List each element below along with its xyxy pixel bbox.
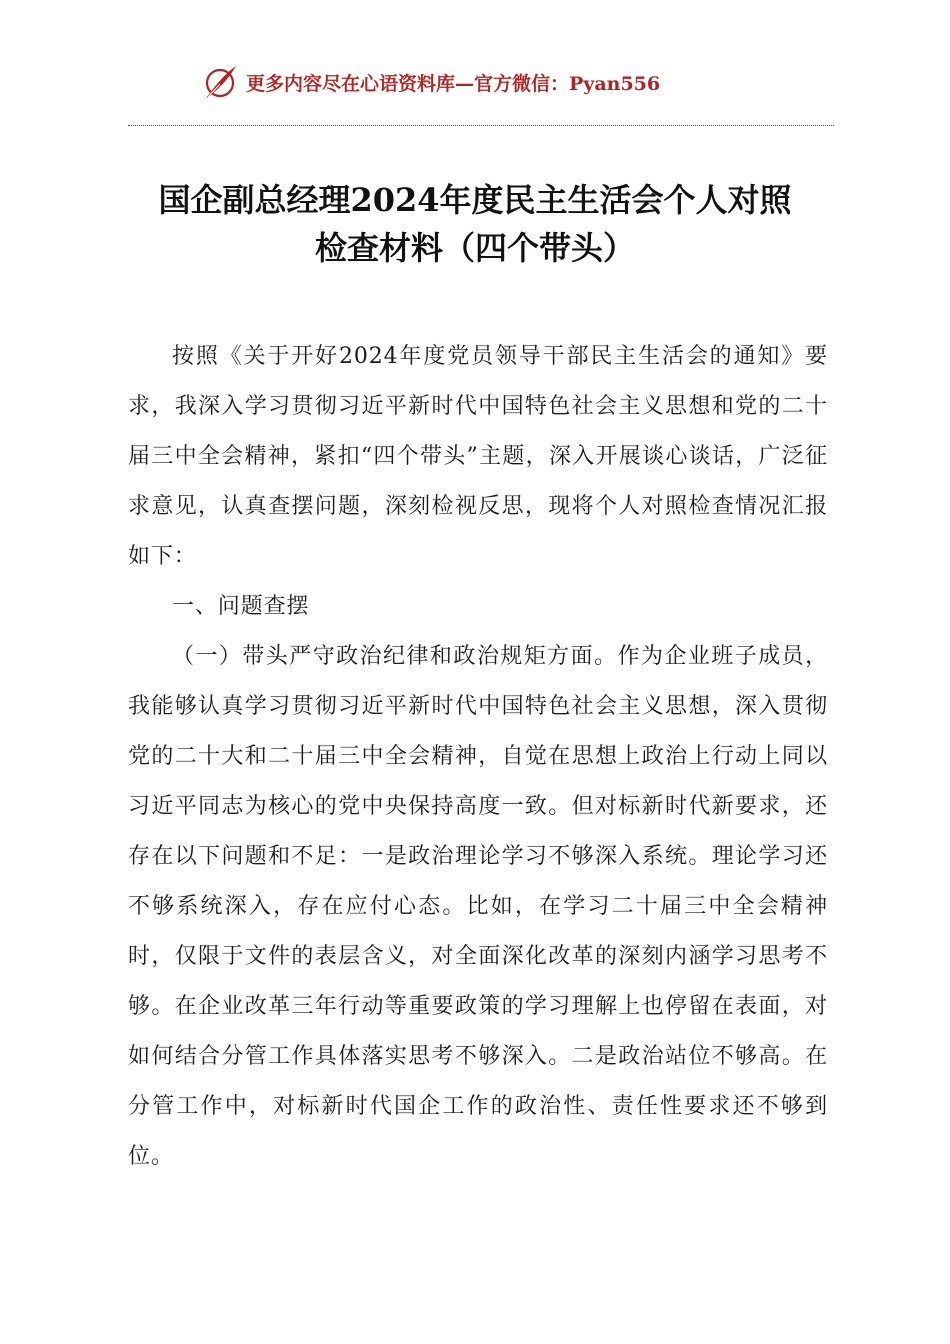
title-line-2: 检查材料（四个带头）	[314, 229, 635, 267]
page-header	[200, 62, 660, 102]
section-heading: 一、问题查摆	[172, 594, 310, 619]
title-line-1: 国企副总经理2024年度民主生活会个人对照	[158, 181, 792, 219]
header-divider	[128, 125, 834, 126]
quill-logo-icon	[200, 62, 240, 102]
document-title	[100, 176, 850, 272]
intro-paragraph: 按照《关于开好2024年度党员领导干部民主生活会的通知》要求，我深入学习贯彻习近平新时代中国特色社会主义思想和党的二十届三中全会精神，紧扣“四个带头”主题，深入开展谈心谈话，广泛征求意见，认真查摆问题，深刻检视反思，现将个人对照检查情况汇报如下：	[128, 344, 828, 569]
header-banner-text: 更多内容尽在心语资料库—官方微信：Pyan556	[246, 72, 661, 95]
document-body	[128, 332, 828, 1182]
section-paragraph: （一）带头严守政治纪律和政治规矩方面。作为企业班子成员，我能够认真学习贯彻习近平新时代中国特色社会主义思想，深入贯彻党的二十大和二十届三中全会精神，自觉在思想上政治上行动上同以习近平同志为核心的党中央保持高度一致。但对标新时代新要求，还存在以下问题和不足：一是政治理论学习不够深入系统。理论学习还不够系统深入，存在应付心态。比如，在学习二十届三中全会精神时，仅限于文件的表层含义，对全面深化改革的深刻内涵学习思考不够。在企业改革三年行动等重要政策的学习理解上也停留在表面，对如何结合分管工作具体落实思考不够深入。二是政治站位不够高。在分管工作中，对标新时代国企工作的政治性、责任性要求还不够到位。	[128, 644, 828, 1169]
